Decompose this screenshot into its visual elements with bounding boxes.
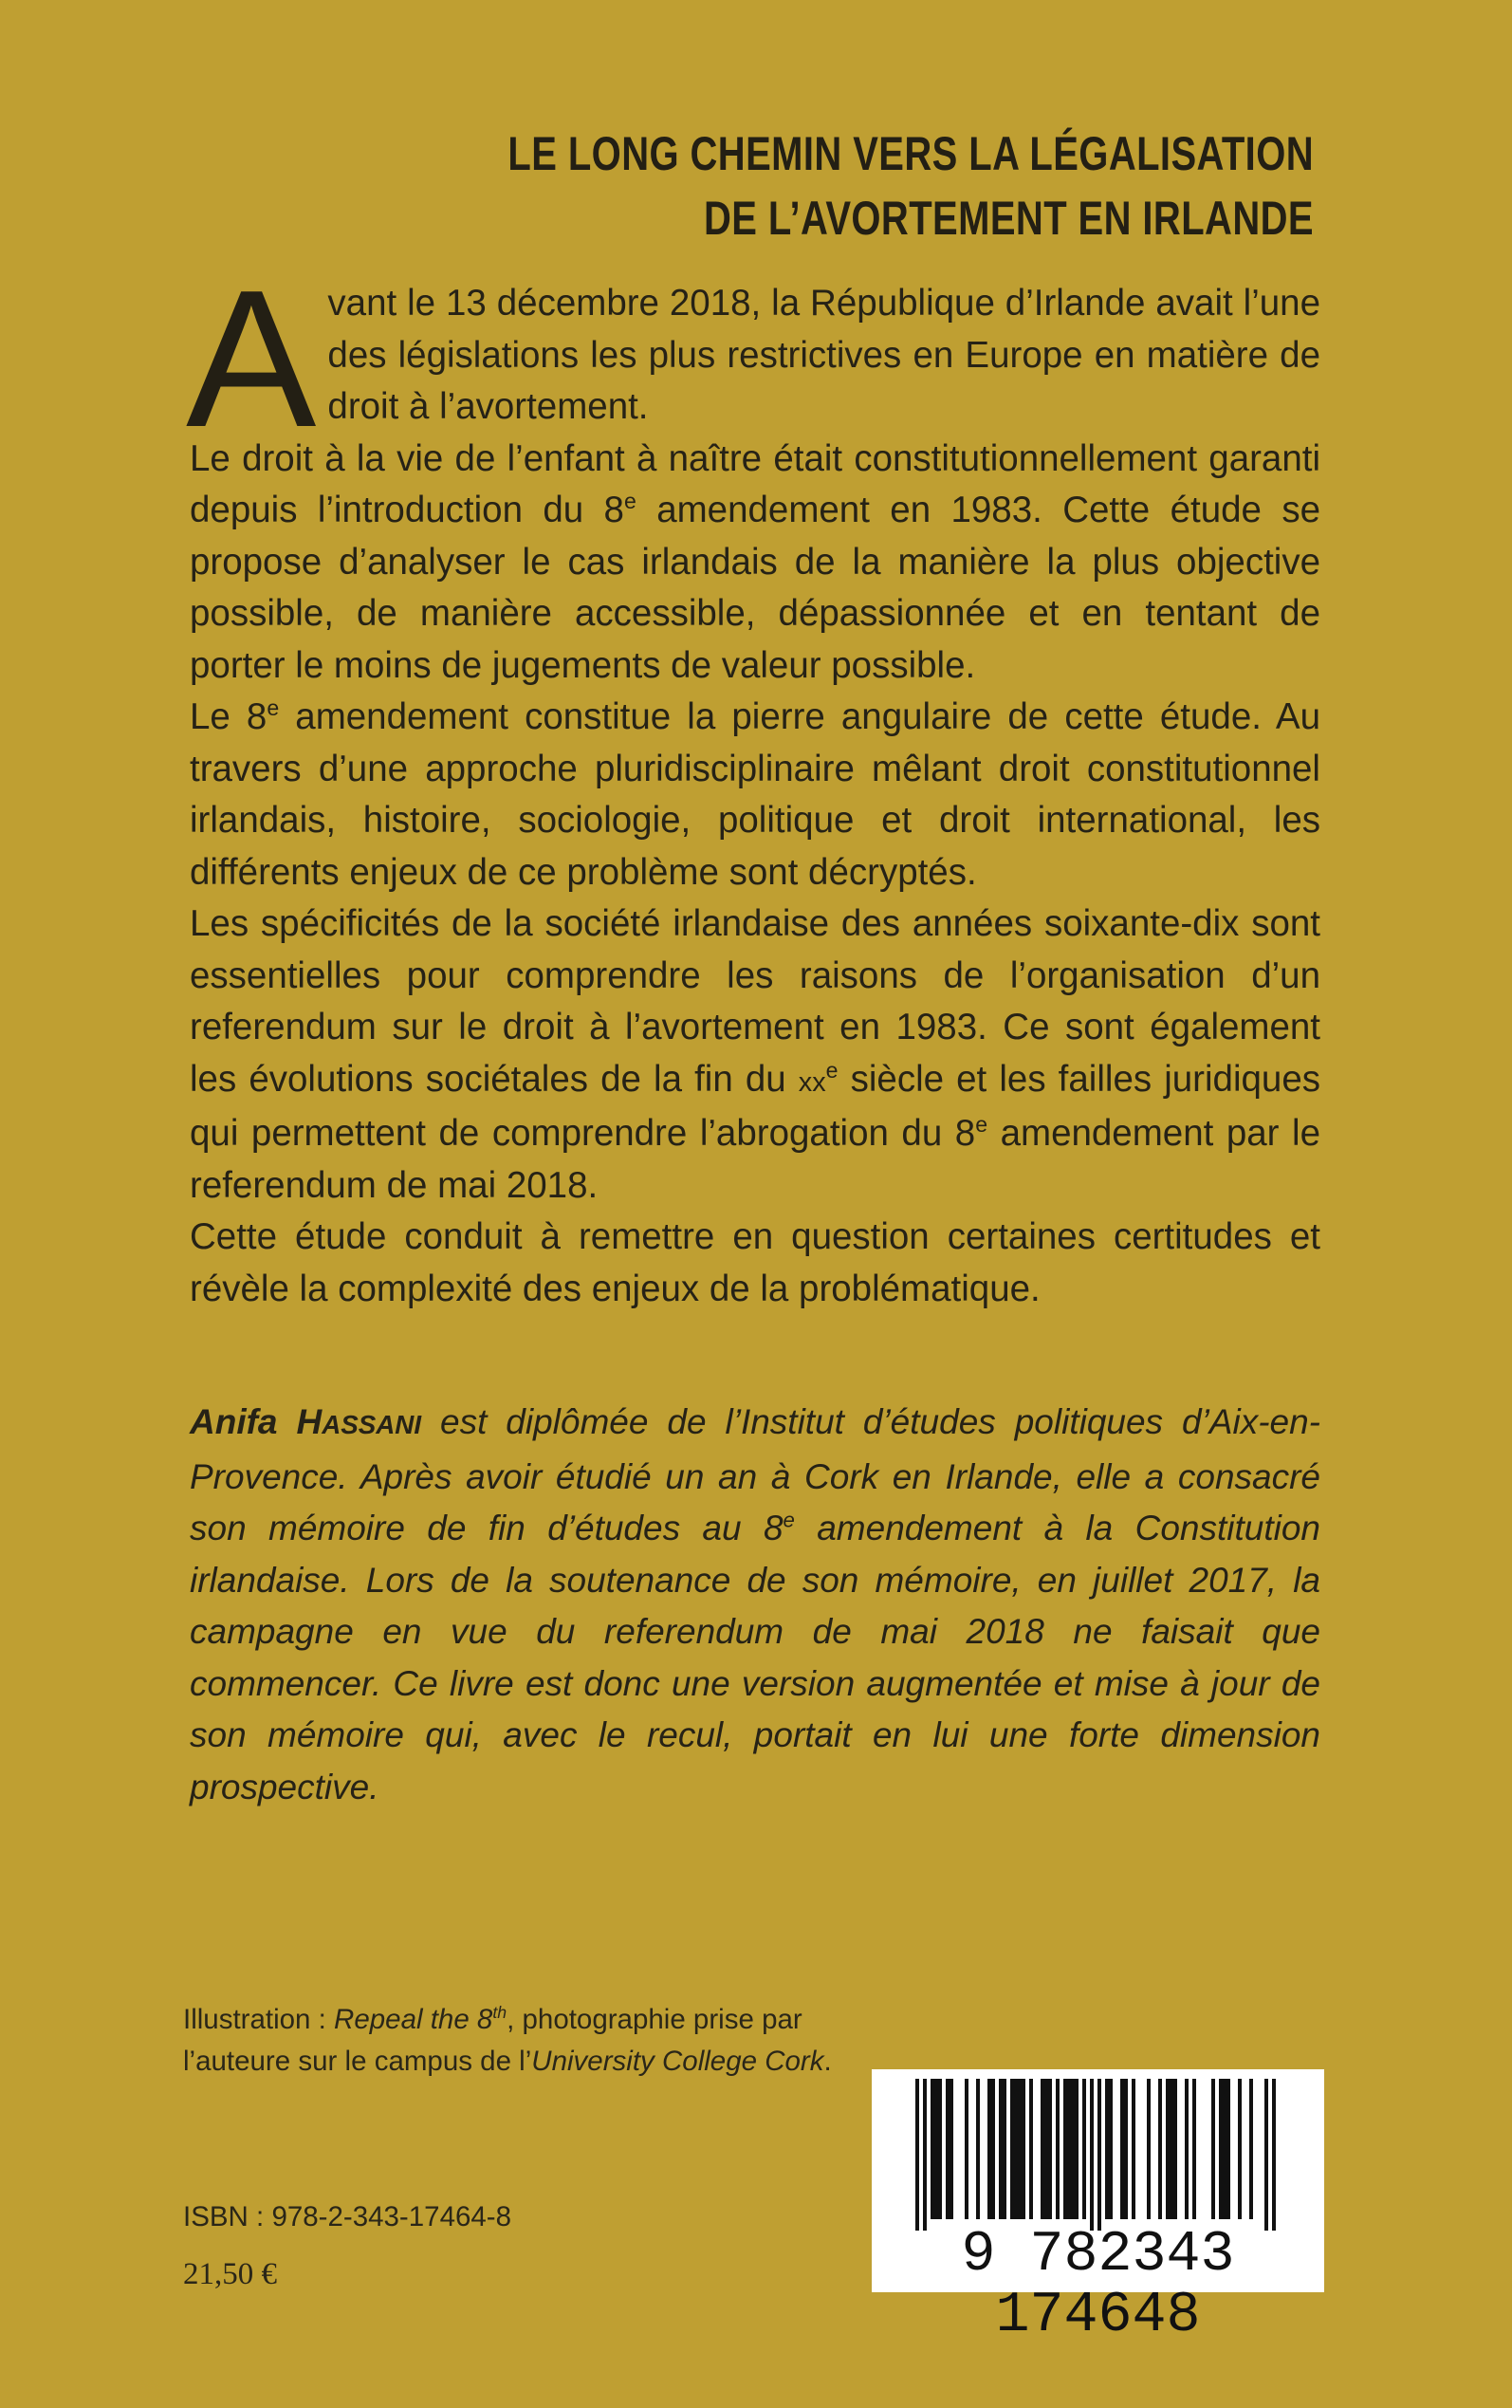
illustration-credit — [183, 1999, 866, 2082]
century-numeral: xx — [798, 1066, 826, 1098]
barcode-bar — [1003, 2079, 1006, 2219]
illustration-label: Illustration : — [183, 2004, 335, 2035]
bio-text-1: est diplômée de l’Institut d’études politiques d’Aix-en-Provence. Après avoir étudié un an à Cork en Irlande, elle a consacré son mémoire de fin d’études au 8 — [190, 1402, 1320, 1547]
illustration-work: Repeal the 8 — [334, 2004, 493, 2035]
barcode-bar — [1238, 2079, 1242, 2219]
barcode — [872, 2069, 1324, 2348]
barcode-bar — [1082, 2079, 1086, 2219]
illustration-text-1: , photographie prise par l’auteure sur le campus de l’ — [183, 2004, 802, 2077]
barcode-bar — [976, 2079, 980, 2219]
barcode-bar — [1264, 2079, 1268, 2231]
illustration-text-2: . — [823, 2045, 832, 2077]
barcode-bar — [1075, 2079, 1079, 2219]
barcode-bar — [1097, 2079, 1101, 2231]
barcode-bar — [1211, 2079, 1215, 2219]
barcode-bar — [1067, 2079, 1071, 2219]
barcode-bar — [1105, 2079, 1109, 2219]
superscript: th — [492, 2003, 507, 2023]
illustration-place: University College Cork — [531, 2045, 824, 2077]
title-line-2: DE L’AVORTEMENT EN IRLANDE — [703, 192, 1314, 245]
barcode-bar — [1014, 2079, 1018, 2219]
summary-paragraph-4 — [190, 898, 1320, 1212]
barcode-bar — [915, 2079, 919, 2231]
barcode-bar — [1010, 2079, 1014, 2219]
barcode-icon — [872, 2069, 1324, 2231]
barcode-digits: 9 782343 174648 — [961, 2223, 1235, 2348]
barcode-bar — [1249, 2079, 1253, 2219]
barcode-bar — [1109, 2079, 1113, 2219]
superscript: e — [623, 489, 636, 514]
summary-p4-text-a: Les spécificités de la société irlandaise des années soixante-dix sont essentielles pour comprendre les raisons de l’organisation d’un referendum sur le droit à l’avortement en 1983. Ce sont également les évolutions sociétales de la fin du — [190, 903, 1320, 1100]
barcode-bar — [1158, 2079, 1162, 2219]
superscript: e — [783, 1508, 795, 1532]
barcode-bar — [1272, 2079, 1276, 2231]
barcode-bar — [1192, 2079, 1196, 2219]
summary-paragraph-5: Cette étude conduit à remettre en question certaines certitudes et révèle la complexité des enjeux de la problématique. — [190, 1216, 1320, 1309]
author-last-initial: H — [296, 1402, 323, 1441]
barcode-bar — [1166, 2079, 1170, 2219]
summary-p4-text-c: amendement par le referendum de mai 2018. — [190, 1113, 1320, 1206]
barcode-bar — [931, 2079, 934, 2219]
barcode-bar — [1056, 2079, 1060, 2219]
author-first-name: Anifa — [190, 1402, 297, 1441]
barcode-bar — [950, 2079, 953, 2219]
superscript: e — [975, 1112, 988, 1138]
barcode-bar — [1044, 2079, 1048, 2219]
barcode-bar — [1219, 2079, 1223, 2219]
drop-cap: A — [186, 250, 317, 468]
book-title — [479, 121, 1314, 250]
barcode-bar — [1029, 2079, 1033, 2219]
barcode-bar — [1041, 2079, 1044, 2219]
barcode-bar — [923, 2079, 927, 2231]
summary-p3-text-a: Le 8 — [190, 696, 267, 737]
author-bio — [190, 1397, 1320, 1813]
barcode-bar — [1120, 2079, 1124, 2219]
summary-p1-text: vant le 13 décembre 2018, la République d’Irlande avait l’une des législations les plus restrictives en Europe en matière de droit à l’avortement. — [327, 283, 1320, 427]
summary-p2-text-b: amendement en 1983. Cette étude se propose d’analyser le cas irlandais de la manière la plus objective possible, de manière accessible, dépassionnée et en tentant de porter le moins de jugements de valeur possible. — [190, 490, 1320, 686]
barcode-bar — [987, 2079, 991, 2219]
superscript: e — [267, 695, 280, 721]
barcode-bar — [1173, 2079, 1177, 2219]
barcode-bar — [1132, 2079, 1135, 2219]
barcode-bar — [1071, 2079, 1075, 2219]
summary-paragraph-3 — [190, 692, 1320, 898]
barcode-bar — [1048, 2079, 1052, 2219]
price: 21,50 € — [183, 2257, 277, 2291]
barcode-bar — [1022, 2079, 1025, 2219]
summary-paragraph-1 — [186, 250, 1320, 468]
barcode-bar — [1018, 2079, 1022, 2219]
barcode-bar — [1090, 2079, 1094, 2231]
author-name — [190, 1402, 421, 1441]
barcode-bar — [946, 2079, 950, 2219]
barcode-bar — [1226, 2079, 1230, 2219]
summary-paragraph-2 — [190, 434, 1320, 693]
title-line-1: LE LONG CHEMIN VERS LA LÉGALISATION — [507, 127, 1314, 180]
summary-p4-text-b: siècle et les failles juridiques qui permettent de comprendre l’abrogation du 8 — [190, 1058, 1320, 1154]
summary-text — [186, 250, 1320, 1315]
superscript: e — [825, 1057, 839, 1083]
barcode-bar — [1170, 2079, 1173, 2219]
isbn: ISBN : 978-2-343-17464-8 — [183, 2201, 512, 2232]
barcode-bar — [991, 2079, 995, 2219]
author-last-rest: ASSANI — [322, 1410, 422, 1439]
barcode-bar — [934, 2079, 938, 2219]
barcode-bar — [1124, 2079, 1128, 2219]
summary-p2-text-a: Le droit à la vie de l’enfant à naître était constitutionnellement garanti depuis l’introduction du 8 — [190, 437, 1320, 530]
barcode-bar — [1147, 2079, 1151, 2219]
barcode-bar — [938, 2079, 942, 2219]
barcode-bar — [1063, 2079, 1067, 2219]
bio-text-2: amendement à la Constitution irlandaise. Lors de la soutenance de son mémoire, en juillet 2017, la campagne en vue du referendum de mai 2018 ne faisait que commencer. Ce livre est donc une version augmentée et mise à jour de son mémoire qui, avec le recul, portait en lui une forte dimension prospective. — [190, 1509, 1320, 1806]
summary-p3-text-b: amendement constitue la pierre angulaire de cette étude. Au travers d’une approche pluridisciplinaire mêlant droit constitutionnel irlandais, histoire, sociologie, politique et droit international, les différents enjeux de ce problème sont décryptés. — [190, 696, 1320, 893]
barcode-bar — [999, 2079, 1003, 2219]
barcode-bar — [965, 2079, 968, 2219]
barcode-bar — [1185, 2079, 1189, 2219]
barcode-bar — [1223, 2079, 1226, 2219]
